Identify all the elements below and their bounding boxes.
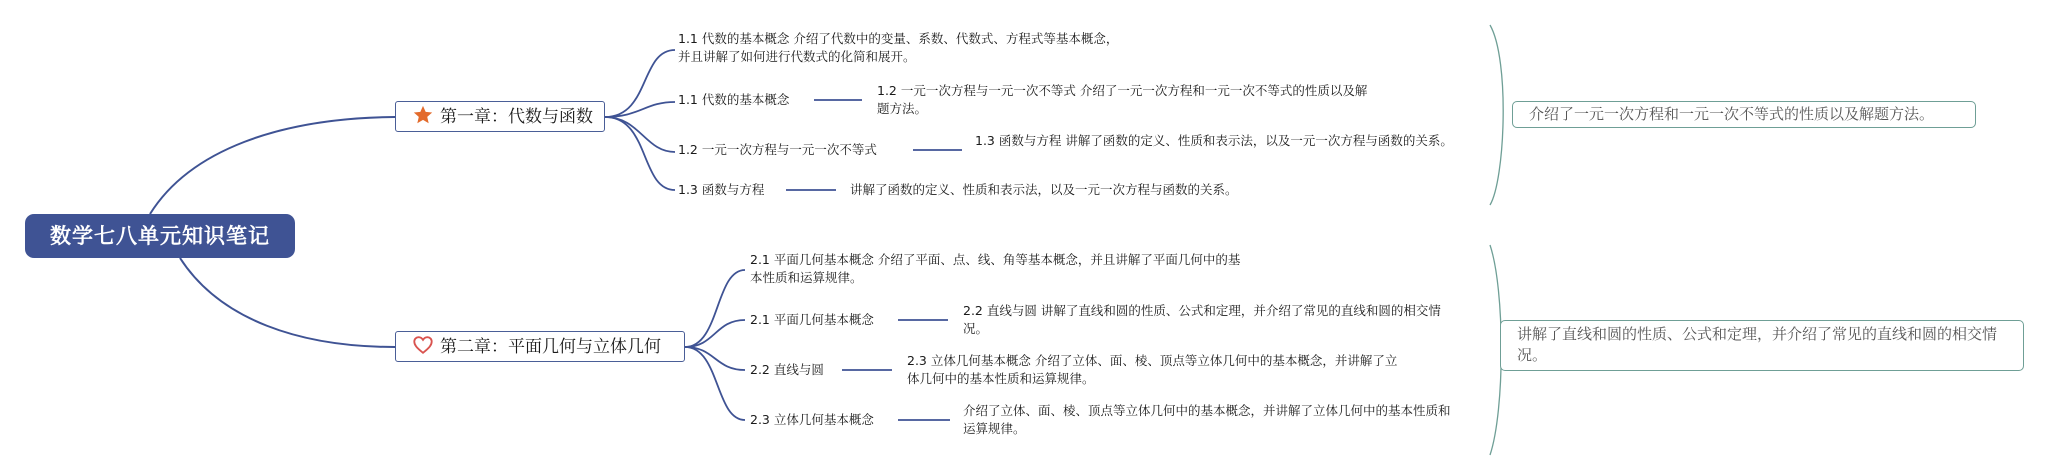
ch2-item-c-label[interactable]: 2.2 直线与圆 <box>750 362 824 377</box>
connector-ch2-b <box>685 320 745 347</box>
connector-ch1-a <box>605 50 675 117</box>
ch1-item-b-label[interactable]: 1.1 代数的基本概念 <box>678 92 790 107</box>
star-icon <box>412 104 434 126</box>
root-topic[interactable]: 数学七八单元知识笔记 <box>25 214 295 258</box>
connector-root-ch2 <box>180 258 395 347</box>
ch1-item-a-line2: 并且讲解了如何进行代数式的化简和展开。 <box>678 49 916 64</box>
chapter1-topic[interactable] <box>395 101 605 132</box>
chapter1-label: 第一章：代数与函数 <box>440 107 593 127</box>
ch1-item-c-detail[interactable]: 1.3 函数与方程 讲解了函数的定义、性质和表示法，以及一元一次方程与函数的关系。 <box>975 133 1453 148</box>
chapter2-label: 第二章：平面几何与立体几何 <box>440 337 661 357</box>
ch2-item-c-detail[interactable]: 2.3 立体几何基本概念 介绍了立体、面、棱、顶点等立体几何中的基本概念，并讲解了立体几何中的基本性质和运算规律。 <box>907 353 1398 386</box>
ch2-item-a-detail[interactable]: 2.1 平面几何基本概念 介绍了平面、点、线、角等基本概念，并且讲解了平面几何中的基本性质和运算规律。 <box>750 252 1241 285</box>
chapter2-summary[interactable]: 讲解了直线和圆的性质、公式和定理，并介绍了常见的直线和圆的相交情况。 <box>1500 320 2024 371</box>
ch2-item-b-detail[interactable]: 2.2 直线与圆 讲解了直线和圆的性质、公式和定理，并介绍了常见的直线和圆的相交情况。 <box>963 303 1441 336</box>
connector-ch2-a <box>685 270 745 347</box>
heart-icon <box>412 334 434 356</box>
ch1-item-c-label[interactable]: 1.2 一元一次方程与一元一次不等式 <box>678 142 877 157</box>
chapter2-topic[interactable] <box>395 331 685 362</box>
connector-ch1-d <box>605 117 675 190</box>
ch1-item-d-label[interactable]: 1.3 函数与方程 <box>678 182 765 197</box>
summary-bracket-ch1 <box>1490 25 1503 205</box>
ch1-item-a-detail[interactable] <box>678 30 1118 66</box>
ch1-item-a-line1: 1.1 代数的基本概念 介绍了代数中的变量、系数、代数式、方程式等基本概念， <box>678 31 1119 46</box>
ch1-item-d-detail[interactable]: 讲解了函数的定义、性质和表示法，以及一元一次方程与函数的关系。 <box>850 182 1238 197</box>
connector-ch2-c <box>685 347 745 370</box>
ch2-item-b-label[interactable]: 2.1 平面几何基本概念 <box>750 312 874 327</box>
connector-root-ch1 <box>150 117 395 214</box>
chapter1-summary[interactable]: 介绍了一元一次方程和一元一次不等式的性质以及解题方法。 <box>1512 101 1976 128</box>
ch1-item-b-detail[interactable]: 1.2 一元一次方程与一元一次不等式 介绍了一元一次方程和一元一次不等式的性质以及解题方法。 <box>877 83 1368 116</box>
ch2-item-d-detail[interactable]: 介绍了立体、面、棱、顶点等立体几何中的基本概念，并讲解了立体几何中的基本性质和运算规律。 <box>963 403 1451 436</box>
ch2-item-d-label[interactable]: 2.3 立体几何基本概念 <box>750 412 874 427</box>
